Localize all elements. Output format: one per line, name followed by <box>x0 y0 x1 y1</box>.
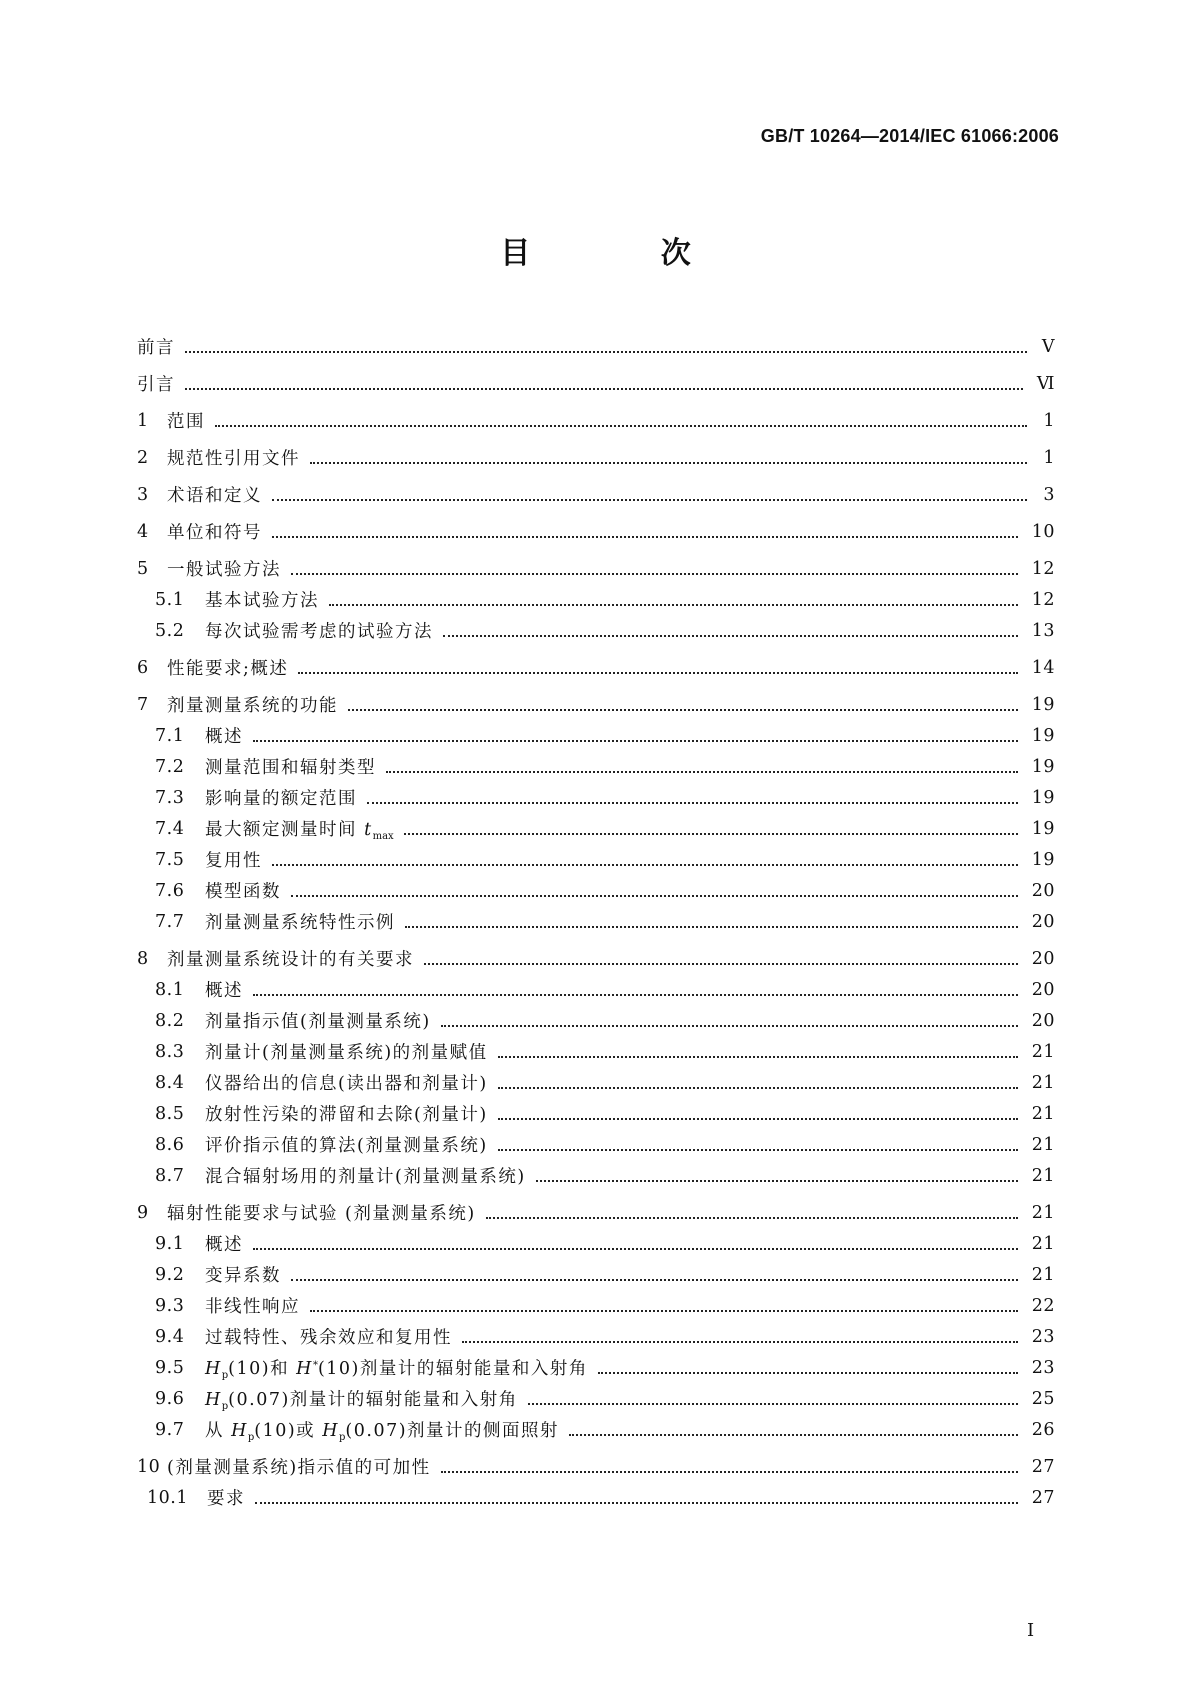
toc-entry-number: 9.3 <box>155 1295 185 1316</box>
toc-entry-number: 7.3 <box>155 787 185 808</box>
toc-entry-title: 范围 <box>167 412 205 432</box>
toc-entry-number: 8.4 <box>155 1072 185 1093</box>
toc-entry-title: 辐射性能要求与试验 (剂量测量系统) <box>167 1204 476 1224</box>
toc-entry-number: 8 <box>137 948 149 969</box>
dot-leader <box>405 926 1018 928</box>
dot-leader <box>255 1502 1018 1504</box>
dot-leader <box>185 351 1027 353</box>
dot-leader <box>272 536 1018 538</box>
page-title: 目 次 <box>500 236 751 271</box>
dot-leader <box>569 1434 1018 1436</box>
toc-entry[interactable] <box>137 1383 1055 1414</box>
toc-entry[interactable] <box>137 615 1055 646</box>
toc-entry-title: 最大额定测量时间 $t_{max}$ <box>205 819 394 842</box>
toc-entry-title: 放射性污染的滞留和去除(剂量计) <box>205 1105 488 1125</box>
toc-entry-number: 7.5 <box>155 849 185 870</box>
toc-entry-number: 7.1 <box>155 725 185 746</box>
toc-entry-page: 25 <box>1031 1388 1055 1409</box>
toc-entry-title: 单位和符号 <box>167 523 262 543</box>
dot-leader <box>462 1341 1018 1343</box>
toc-entry-title: 评价指示值的算法(剂量测量系统) <box>205 1136 488 1156</box>
toc-entry-page: 22 <box>1031 1295 1055 1316</box>
toc-entry-page: 20 <box>1031 948 1055 969</box>
dot-leader <box>310 462 1027 464</box>
toc-entry-number: 8.7 <box>155 1165 185 1186</box>
toc-entry-number: 10.1 <box>147 1487 188 1508</box>
dot-leader <box>348 709 1018 711</box>
dot-leader <box>310 1310 1018 1312</box>
toc-entry-number: 8.6 <box>155 1134 185 1155</box>
toc-entry-number: 8.1 <box>155 979 185 1000</box>
toc-entry-number: 10 <box>137 1456 161 1477</box>
toc-entry-title: 一般试验方法 <box>167 560 281 580</box>
toc-entry[interactable] <box>137 751 1055 782</box>
toc-entry-page: 27 <box>1031 1487 1055 1508</box>
toc-entry-page: 13 <box>1031 620 1055 641</box>
toc-entry-page: 3 <box>1043 484 1055 505</box>
dot-leader <box>272 499 1027 501</box>
dot-leader <box>498 1118 1018 1120</box>
toc-entry-title: 剂量指示值(剂量测量系统) <box>205 1012 431 1032</box>
toc-entry-title: 仪器给出的信息(读出器和剂量计) <box>205 1074 488 1094</box>
toc-entry-page: 19 <box>1031 756 1055 777</box>
toc-entry[interactable] <box>137 1067 1055 1098</box>
toc-entry-title: $H_p(0.07)$剂量计的辐射能量和入射角 <box>205 1389 518 1412</box>
toc-entry[interactable] <box>137 974 1055 1005</box>
toc-entry[interactable] <box>137 782 1055 813</box>
dot-leader <box>498 1149 1018 1151</box>
toc-entry-number: 6 <box>137 657 149 678</box>
toc-entry-number: 9.2 <box>155 1264 185 1285</box>
toc-entry[interactable] <box>137 1228 1055 1259</box>
toc-entry-title: 测量范围和辐射类型 <box>205 758 376 778</box>
dot-leader <box>253 994 1018 996</box>
dot-leader <box>291 895 1018 897</box>
toc-entry-page: 19 <box>1031 818 1055 839</box>
toc-entry[interactable] <box>137 331 1055 362</box>
toc-entry[interactable] <box>137 1482 1055 1513</box>
dot-leader <box>272 864 1018 866</box>
dot-leader <box>441 1025 1018 1027</box>
toc-entry[interactable] <box>137 1036 1055 1067</box>
toc-entry-number: 8.5 <box>155 1103 185 1124</box>
toc-entry-title: 混合辐射场用的剂量计(剂量测量系统) <box>205 1167 526 1187</box>
dot-leader <box>536 1180 1018 1182</box>
dot-leader <box>424 963 1018 965</box>
table-of-contents <box>137 331 1055 1513</box>
toc-entry-title: 基本试验方法 <box>205 591 319 611</box>
toc-entry[interactable] <box>137 1414 1055 1445</box>
toc-entry-page: 19 <box>1031 694 1055 715</box>
dot-leader <box>253 740 1018 742</box>
toc-entry-page: 21 <box>1031 1103 1055 1124</box>
toc-entry-title: $H_p(10)$和 $H_*(10)$剂量计的辐射能量和入射角 <box>205 1358 588 1381</box>
toc-entry-title: 概述 <box>205 1235 243 1255</box>
dot-leader <box>498 1087 1018 1089</box>
toc-entry-page: 27 <box>1031 1456 1055 1477</box>
toc-entry[interactable] <box>137 553 1055 584</box>
dot-leader <box>498 1056 1018 1058</box>
toc-entry[interactable] <box>137 875 1055 906</box>
dot-leader <box>486 1217 1018 1219</box>
dot-leader <box>528 1403 1018 1405</box>
toc-entry[interactable] <box>137 368 1055 399</box>
toc-entry-number: 5.2 <box>155 620 185 641</box>
toc-entry-page: 21 <box>1031 1041 1055 1062</box>
toc-entry[interactable] <box>137 1160 1055 1191</box>
toc-entry-number: 7.4 <box>155 818 185 839</box>
toc-entry-title: 概述 <box>205 981 243 1001</box>
toc-entry-title: 剂量测量系统的功能 <box>167 696 338 716</box>
toc-entry-page: 21 <box>1031 1202 1055 1223</box>
toc-entry[interactable] <box>137 1352 1055 1383</box>
toc-entry-page: 1 <box>1043 447 1055 468</box>
toc-entry[interactable] <box>137 1321 1055 1352</box>
toc-entry[interactable] <box>137 813 1055 844</box>
toc-entry-title: 术语和定义 <box>167 486 262 506</box>
toc-entry-number: 7.7 <box>155 911 185 932</box>
toc-entry-title: 引言 <box>137 375 175 395</box>
toc-entry-page: Ⅴ <box>1041 336 1055 357</box>
toc-entry[interactable] <box>137 1005 1055 1036</box>
toc-entry-page: 19 <box>1031 849 1055 870</box>
toc-entry-title: 剂量测量系统设计的有关要求 <box>167 950 414 970</box>
toc-entry-page: 14 <box>1031 657 1055 678</box>
dot-leader <box>291 573 1018 575</box>
toc-entry-title: 复用性 <box>205 851 262 871</box>
dot-leader <box>253 1248 1018 1250</box>
toc-entry-title: 前言 <box>137 338 175 358</box>
toc-entry-number: 9.5 <box>155 1357 185 1378</box>
toc-entry[interactable] <box>137 689 1055 720</box>
toc-entry-page: 26 <box>1031 1419 1055 1440</box>
toc-entry[interactable] <box>137 584 1055 615</box>
toc-entry[interactable] <box>137 906 1055 937</box>
toc-entry[interactable] <box>137 1259 1055 1290</box>
toc-entry-title: 过载特性、残余效应和复用性 <box>205 1328 452 1348</box>
toc-entry-number: 7.6 <box>155 880 185 901</box>
toc-entry-number: 8.3 <box>155 1041 185 1062</box>
toc-entry-number: 7 <box>137 694 149 715</box>
dot-leader <box>386 771 1018 773</box>
toc-entry-title: (剂量测量系统)指示值的可加性 <box>167 1458 431 1478</box>
dot-leader <box>329 604 1018 606</box>
toc-entry-page: 20 <box>1031 880 1055 901</box>
toc-entry-number: 9.6 <box>155 1388 185 1409</box>
toc-entry-number: 1 <box>137 410 149 431</box>
toc-entry-number: 7.2 <box>155 756 185 777</box>
toc-entry[interactable] <box>137 516 1055 547</box>
toc-entry-number: 5.1 <box>155 589 185 610</box>
toc-entry-title: 概述 <box>205 727 243 747</box>
dot-leader <box>291 1279 1018 1281</box>
page-number: I <box>1027 1620 1035 1641</box>
dot-leader <box>298 672 1017 674</box>
toc-entry-title: 要求 <box>207 1489 245 1509</box>
toc-entry-title: 非线性响应 <box>205 1297 300 1317</box>
toc-entry-title: 变异系数 <box>205 1266 281 1286</box>
toc-entry-page: Ⅵ <box>1036 373 1055 394</box>
toc-entry-page: 20 <box>1031 911 1055 932</box>
toc-entry[interactable] <box>137 442 1055 473</box>
toc-entry-page: 23 <box>1031 1357 1055 1378</box>
toc-entry-number: 9.7 <box>155 1419 185 1440</box>
dot-leader <box>404 833 1018 835</box>
toc-entry-number: 3 <box>137 484 149 505</box>
toc-entry-page: 20 <box>1031 1010 1055 1031</box>
toc-entry-page: 21 <box>1031 1165 1055 1186</box>
toc-entry[interactable] <box>137 652 1055 683</box>
toc-entry[interactable] <box>137 1290 1055 1321</box>
toc-entry-page: 21 <box>1031 1233 1055 1254</box>
toc-entry[interactable] <box>137 1129 1055 1160</box>
toc-entry[interactable] <box>137 844 1055 875</box>
dot-leader <box>441 1471 1018 1473</box>
toc-entry-page: 12 <box>1031 589 1055 610</box>
toc-entry-title: 模型函数 <box>205 882 281 902</box>
toc-entry-page: 10 <box>1031 521 1055 542</box>
dot-leader <box>443 635 1018 637</box>
toc-entry-number: 9 <box>137 1202 149 1223</box>
toc-entry-title: 从 $H_p(10)$或 $H_p(0.07)$剂量计的侧面照射 <box>205 1420 560 1443</box>
toc-entry-title: 性能要求;概述 <box>167 659 289 679</box>
toc-entry[interactable] <box>137 943 1055 974</box>
toc-entry-page: 12 <box>1031 558 1055 579</box>
toc-entry-number: 9.4 <box>155 1326 185 1347</box>
toc-entry-title: 剂量计(剂量测量系统)的剂量赋值 <box>205 1043 488 1063</box>
toc-entry-number: 9.1 <box>155 1233 185 1254</box>
toc-entry-number: 2 <box>137 447 149 468</box>
toc-entry-title: 每次试验需考虑的试验方法 <box>205 622 433 642</box>
toc-entry-page: 21 <box>1031 1264 1055 1285</box>
toc-entry[interactable] <box>137 405 1055 436</box>
toc-entry-page: 21 <box>1031 1072 1055 1093</box>
dot-leader <box>185 388 1023 390</box>
toc-entry-number: 4 <box>137 521 149 542</box>
toc-entry-page: 19 <box>1031 787 1055 808</box>
toc-entry[interactable] <box>137 1197 1055 1228</box>
dot-leader <box>367 802 1018 804</box>
dot-leader <box>215 425 1027 427</box>
dot-leader <box>598 1372 1018 1374</box>
toc-entry-title: 影响量的额定范围 <box>205 789 357 809</box>
toc-entry-page: 1 <box>1043 410 1055 431</box>
toc-entry[interactable] <box>137 1098 1055 1129</box>
toc-entry-title: 规范性引用文件 <box>167 449 300 469</box>
toc-entry-page: 23 <box>1031 1326 1055 1347</box>
toc-entry[interactable] <box>137 1451 1055 1482</box>
toc-entry-page: 20 <box>1031 979 1055 1000</box>
toc-entry[interactable] <box>137 720 1055 751</box>
toc-entry-number: 8.2 <box>155 1010 185 1031</box>
toc-entry[interactable] <box>137 479 1055 510</box>
toc-entry-page: 19 <box>1031 725 1055 746</box>
toc-entry-number: 5 <box>137 558 149 579</box>
standard-number: GB/T 10264—2014/IEC 61066:2006 <box>760 126 1059 146</box>
toc-entry-page: 21 <box>1031 1134 1055 1155</box>
toc-entry-title: 剂量测量系统特性示例 <box>205 913 395 933</box>
